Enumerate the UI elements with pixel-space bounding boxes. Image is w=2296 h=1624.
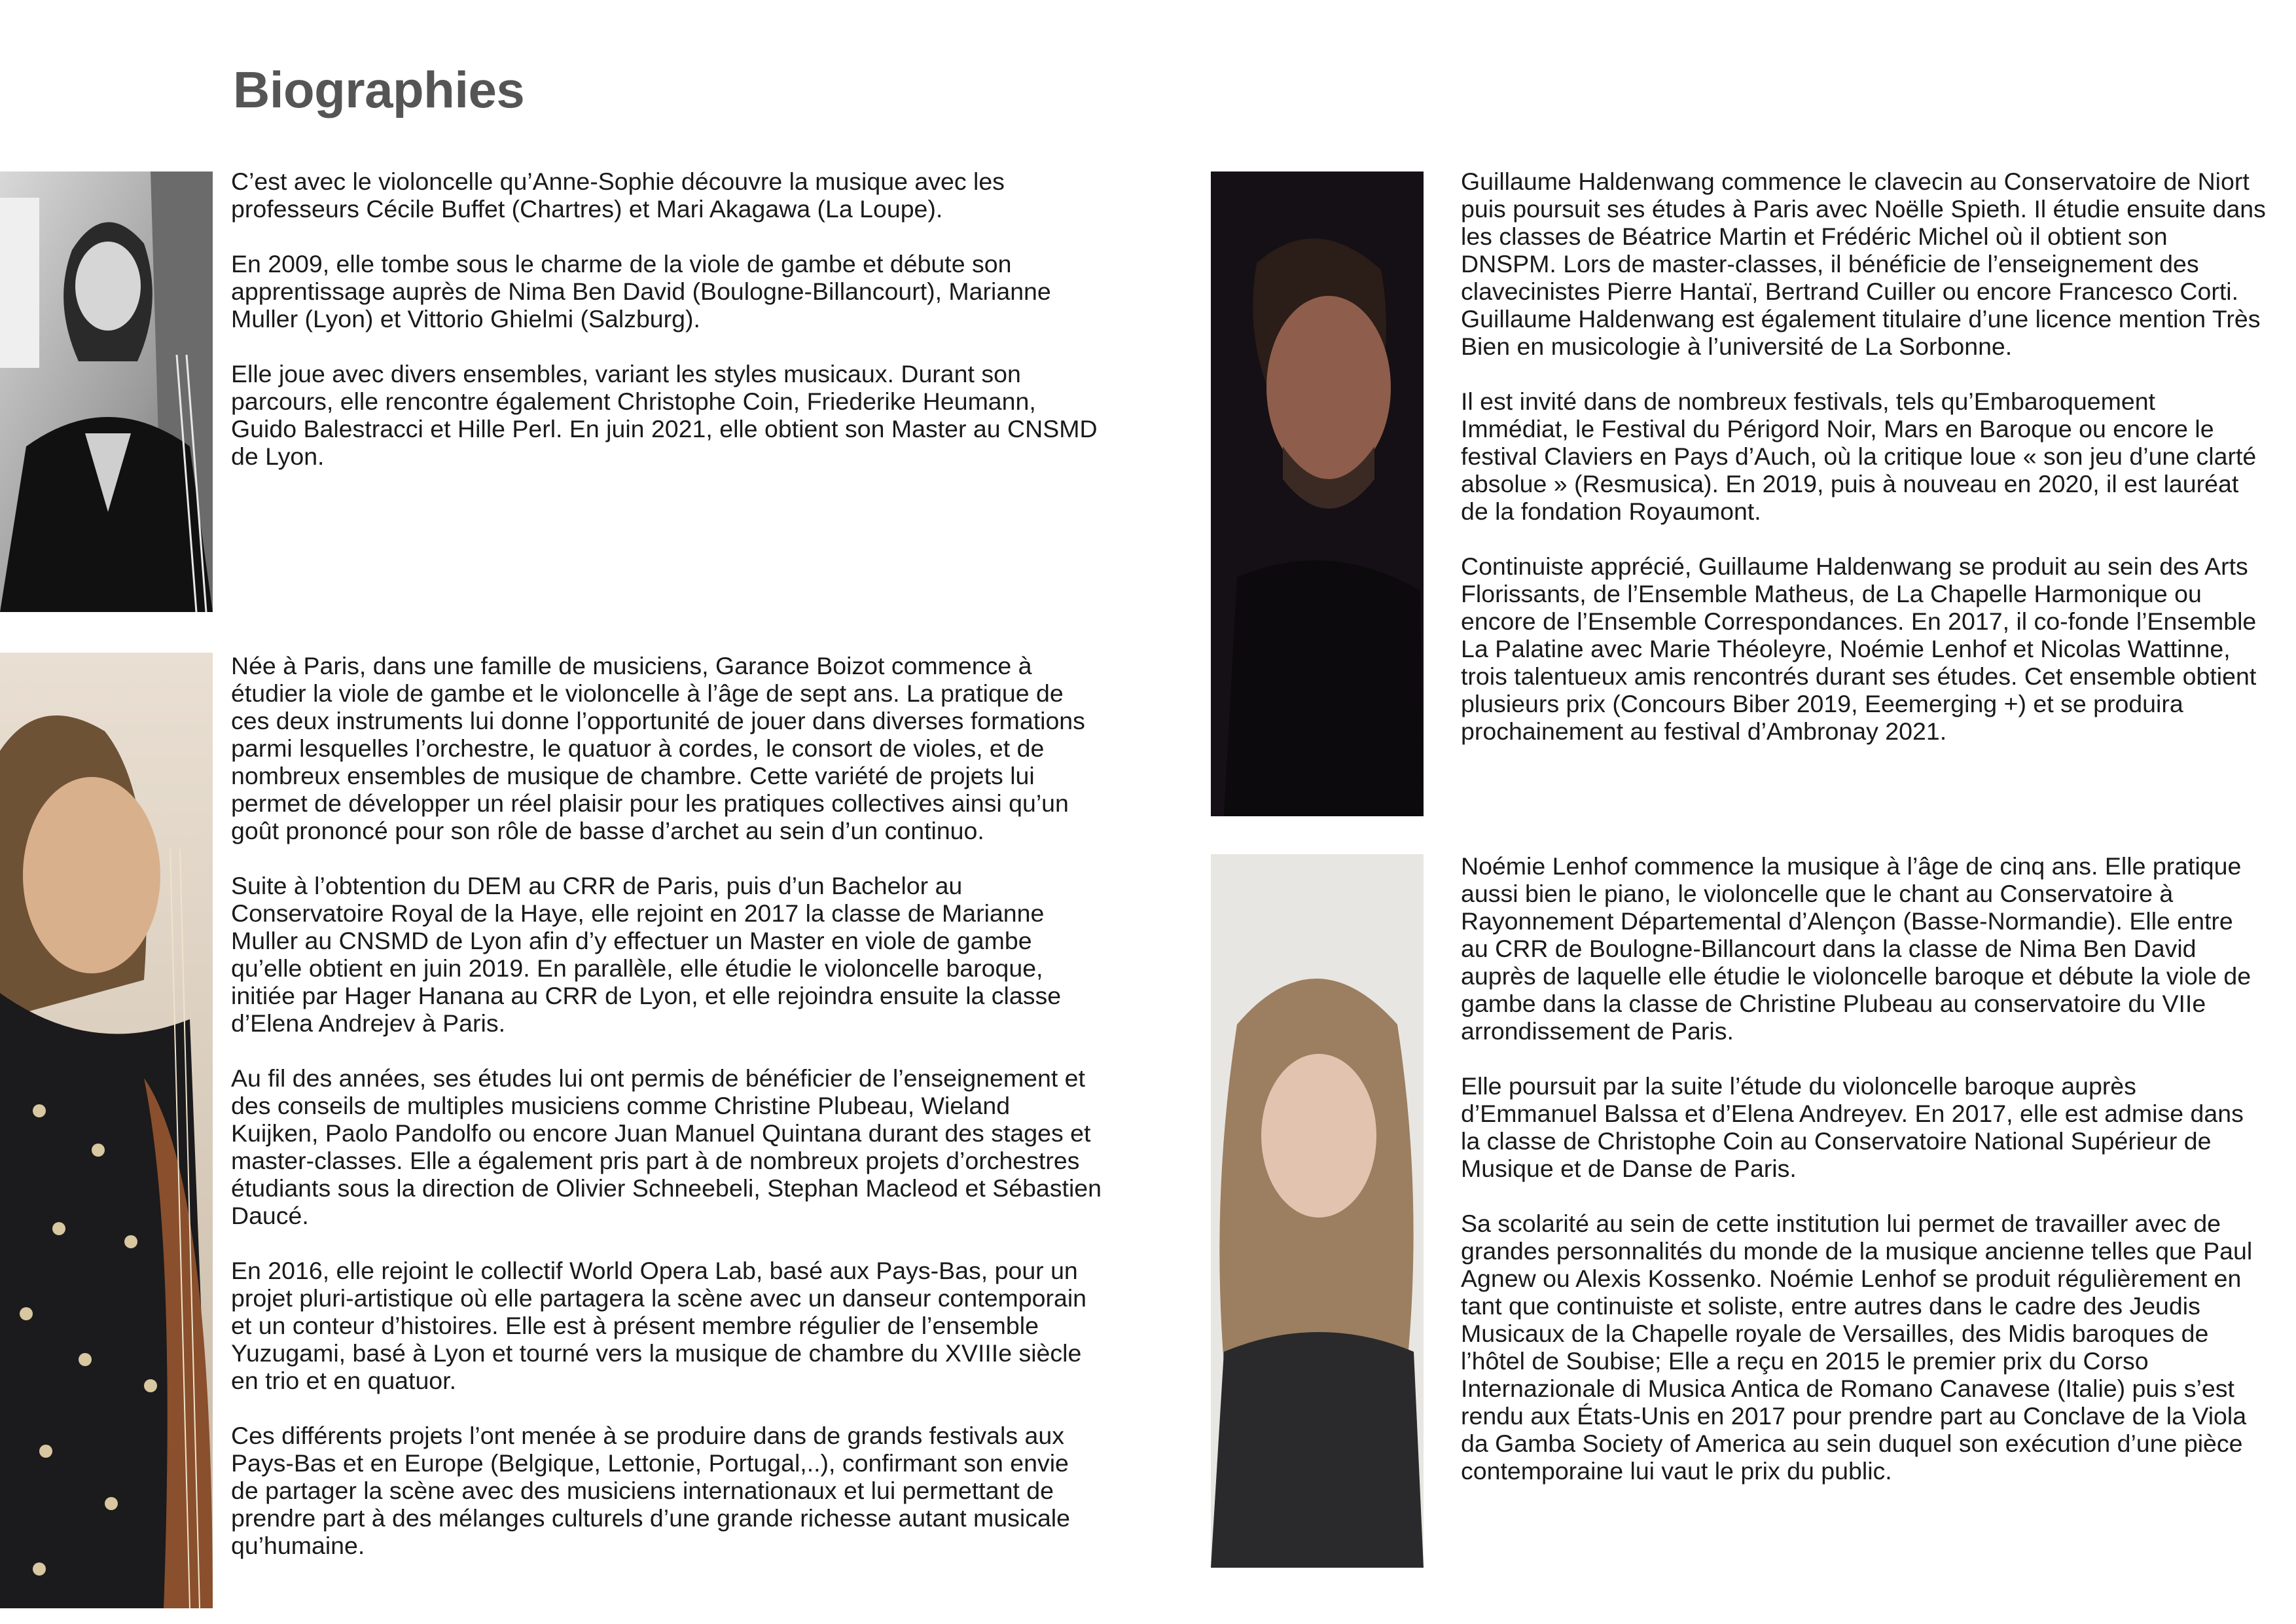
bio-paragraph: C’est avec le violoncelle qu’Anne-Sophie découvre la musique avec les professeurs Cécile Buffet (Chartres) et Mari Akagawa (La Loupe). <box>231 168 1005 223</box>
bio-paragraph: Suite à l’obtention du DEM au CRR de Paris, puis d’un Bachelor au Conservatoire Royal de la Haye, elle rejoint en 2017 la classe de Marianne Muller au CNSMD de Lyon afin d’y effectuer un Master en viole de gambe qu’elle obtient en juin 2019. En parallèle, elle étudie le violoncelle baroque, initiée par Hager Hanana au CRR de Lyon, et elle rejoindra ensuite la classe d’Elena Andrejev à Paris. <box>231 872 1062 1037</box>
bio-paragraph: Née à Paris, dans une famille de musiciens, Garance Boizot commence à étudier la viole de gambe et le violoncelle à l’âge de sept ans. La pratique de ces deux instruments lui donne l’opportunité de jouer dans diverses formations parmi lesquelles l’orchestre, le quatuor à cordes, le consort de violes, et de nombreux ensembles de musique de chambre. Cette variété de projets lui permet de développer un réel plaisir pour les pratiques collectives ainsi qu’un goût prononcé pour son rôle de basse d’archet au sein d’un continuo. <box>231 652 1085 844</box>
bio-paragraph: Elle joue avec divers ensembles, variant les styles musicaux. Durant son parcours, elle rencontre également Christophe Coin, Friederike Heumann, Guido Balestracci et Hille Perl. En juin 2021, elle obtient son Master au CNSMD de Lyon. <box>231 360 1098 470</box>
bio-paragraph: Noémie Lenhof commence la musique à l’âge de cinq ans. Elle pratique aussi bien le piano, le violoncelle que le chant au Conservatoire à Rayonnement Départemental d’Alençon (Basse-Normandie). Elle entre au CRR de Boulogne-Billancourt dans la classe de Nima Ben David auprès de laquelle elle étudie le violoncelle baroque et débute la viole de gambe dans la classe de Christine Plubeau au conservatoire du VIIe arrondissement de Paris. <box>1461 852 2251 1045</box>
page-title: Biographies <box>233 61 525 118</box>
portrait-noemie-photo <box>1211 854 1424 1568</box>
bio-paragraph: Sa scolarité au sein de cette institution lui permet de travailler avec de grandes personnalités du monde de la musique ancienne telles que Paul Agnew ou Alexis Kossenko. Noémie Lenhof se produit régulièrement en tant que continuiste et soliste, entre autres dans le cadre des Jeudis Musicaux de la Chapelle royale de Versailles, des Midis baroques de l’hôtel de Soubise; Elle a reçu en 2015 le premier prix du Corso Internazionale di Musica Antica de Romano Canavese (Italie) puis s’est rendu aux États-Unis en 2017 pour prendre part au Conclave de la Viola da Gamba Society of America au sein duquel son exécution d’une pièce contemporaine lui vaut le prix du public. <box>1461 1210 2253 1485</box>
bio-paragraph: Guillaume Haldenwang commence le clavecin au Conservatoire de Niort puis poursuit ses études à Paris avec Noëlle Spieth. Il étudie ensuite dans les classes de Béatrice Martin et Frédéric Michel où il obtient son DNSPM. Lors de master-classes, il bénéficie de l’enseignement des clavecinistes Pierre Hantaï, Bertrand Cuiller ou encore Francesco Corti. Guillaume Haldenwang est également titulaire d’une licence mention Très Bien en musicologie à l’université de La Sorbonne. <box>1461 168 2266 360</box>
bio-paragraph: En 2016, elle rejoint le collectif World Opera Lab, basé aux Pays-Bas, pour un projet pluri-artistique où elle partagera la scène avec un danseur contemporain et un conteur d’histoires. Elle est à présent membre régulier de l’ensemble Yuzugami, basé à Lyon et tourné vers la musique de chambre du XVIIIe siècle en trio et en quatuor. <box>231 1257 1087 1394</box>
bio-noemie <box>1461 852 2266 1485</box>
portrait-guillaume-photo <box>1211 171 1424 816</box>
bio-paragraph: Continuiste apprécié, Guillaume Haldenwang se produit au sein des Arts Florissants, de l’Ensemble Matheus, de La Chapelle Harmonique ou encore de l’Ensemble Correspondances. En 2017, il co-fonde l’Ensemble La Palatine avec Marie Théoleyre, Noémie Lenhof et Nicolas Wattinne, trois talentueux amis rencontrés durant ses études. Cet ensemble obtient plusieurs prix (Concours Biber 2019, Eeemerging +) et se produira prochainement au festival d’Ambronay 2021. <box>1461 552 2257 745</box>
bio-paragraph: Il est invité dans de nombreux festivals, tels qu’Embaroquement Immédiat, le Festival du Périgord Noir, Mars en Baroque ou encore le festival Claviers en Pays d’Auch, où la critique loue « son jeu d’une clarté absolue » (Resmusica). En 2019, puis à nouveau en 2020, il est lauréat de la fondation Royaumont. <box>1461 388 2257 525</box>
portrait-garance-photo <box>0 653 213 1608</box>
portrait-anne-sophie-photo <box>0 171 213 612</box>
bio-paragraph: Ces différents projets l’ont menée à se produire dans de grands festivals aux Pays-Bas et en Europe (Belgique, Lettonie, Portugal,..), confirmant son envie de partager la scène avec des musiciens internationaux et lui permettant de prendre part à des mélanges culturels d’une grande richesse autant musicale qu’humaine. <box>231 1422 1070 1559</box>
bio-garance <box>231 652 1102 1559</box>
bio-paragraph: Au fil des années, ses études lui ont permis de bénéficier de l’enseignement et des conseils de multiples musiciens comme Christine Plubeau, Wieland Kuijken, Paolo Pandolfo ou encore Juan Manuel Quintana durant des stages et master-classes. Elle a également pris part à de nombreux projets d’orchestres étudiants sous la direction de Olivier Schneebeli, Stephan Macleod et Sébastien Daucé. <box>231 1064 1102 1229</box>
bio-paragraph: En 2009, elle tombe sous le charme de la viole de gambe et débute son apprentissage auprès de Nima Ben David (Boulogne-Billancourt), Marianne Muller (Lyon) et Vittorio Ghielmi (Salzburg). <box>231 250 1051 333</box>
bio-paragraph: Elle poursuit par la suite l’étude du violoncelle baroque auprès d’Emmanuel Balssa et d’Elena Andreyev. En 2017, elle est admise dans la classe de Christophe Coin au Conservatoire National Supérieur de Musique et de Danse de Paris. <box>1461 1072 2244 1182</box>
bio-anne-sophie <box>231 168 1102 470</box>
bio-guillaume <box>1461 168 2266 745</box>
